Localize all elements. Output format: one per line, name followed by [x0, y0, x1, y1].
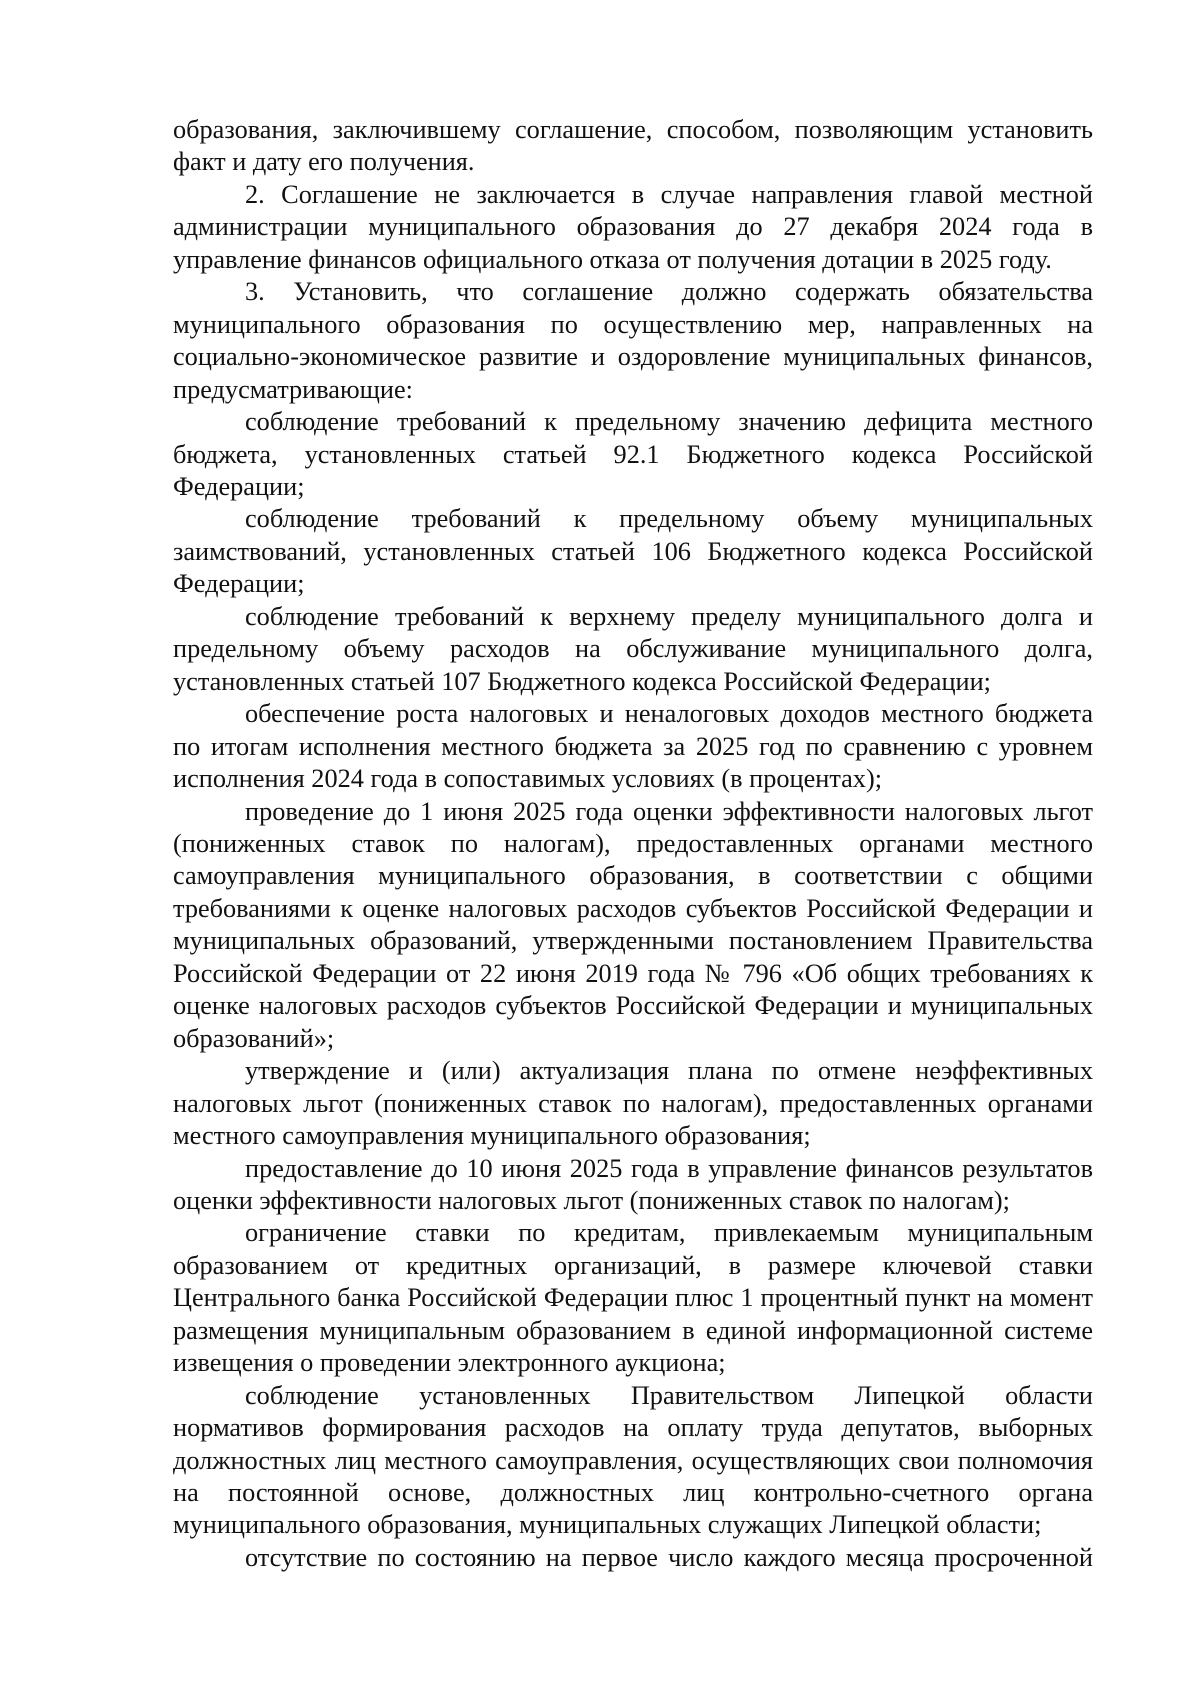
paragraph-borrowing-requirement: соблюдение требований к предельному объему муниципальных заимствований, установленных статьей 106 Бюджетного кодекса Российской Федерации; [173, 504, 1093, 599]
paragraph-debt-requirement: соблюдение требований к верхнему пределу муниципального долга и предельному объему расходов на обслуживание муниципального долга, установленных статьей 107 Бюджетного кодекса Российской Федерации; [173, 601, 1093, 696]
paragraph-payroll-standards: соблюдение установленных Правительством Липецкой области нормативов формирования расходов на оплату труда депутатов, выборных должностных лиц местного самоуправления, осуществляющих свои полномочия на постоянной основе, должностных лиц контрольно-счетного органа муниципального образования, муниципальных служащих Липецкой области; [173, 1380, 1093, 1540]
paragraph-revenue-growth: обеспечение роста налоговых и неналоговых доходов местного бюджета по итогам исполнения местного бюджета за 2025 год по сравнению с уровнем исполнения 2024 года в сопоставимых условиях (в процентах); [173, 699, 1093, 794]
paragraph-item-3: 3. Установить, что соглашение должно содержать обязательства муниципального образования по осуществлению мер, направленных на социально-экономическое развитие и оздоровление муниципальных финансов, предусматривающие: [173, 277, 1093, 404]
document-page [173, 114, 1093, 1574]
paragraph-results-submission: предоставление до 10 июня 2025 года в управление финансов результатов оценки эффективности налоговых льгот (пониженных ставок по налогам); [173, 1153, 1093, 1215]
paragraph-credit-rate-limit: ограничение ставки по кредитам, привлекаемым муниципальным образованием от кредитных организаций, в размере ключевой ставки Центрального банка Российской Федерации плюс 1 процентный пункт на момент размещения муниципальным образованием в единой информационной системе извещения о проведении электронного аукциона; [173, 1218, 1093, 1378]
paragraph-overdue-absence: отсутствие по состоянию на первое число каждого месяца просроченной [245, 1542, 1093, 1572]
paragraph-tax-benefit-assessment: проведение до 1 июня 2025 года оценки эффективности налоговых льгот (пониженных ставок по налогам), предоставленных органами местного самоуправления муниципального образования, в соответствии с общими требованиями к оценке налоговых расходов субъектов Российской Федерации и муниципальных образований, утвержденными постановлением Правительства Российской Федерации от 22 июня 2019 года № 796 «Об общих требованиях к оценке налоговых расходов субъектов Российской Федерации и муниципальных образований»; [173, 796, 1093, 1053]
paragraph-benefit-cancellation-plan: утверждение и (или) актуализация плана по отмене неэффективных налоговых льгот (пониженных ставок по налогам), предоставленных органами местного самоуправления муниципального образования; [173, 1056, 1093, 1151]
paragraph-deficit-requirement: соблюдение требований к предельному значению дефицита местного бюджета, установленных статьей 92.1 Бюджетного кодекса Российской Федерации; [173, 407, 1093, 501]
paragraph-item-2: 2. Соглашение не заключается в случае направления главой местной администрации муниципального образования до 27 декабря 2024 года в управление финансов официального отказа от получения дотации в 2025 году. [173, 179, 1093, 274]
paragraph-continuation: образования, заключившему соглашение, способом, позволяющим установить факт и дату его получения. [173, 115, 1093, 177]
